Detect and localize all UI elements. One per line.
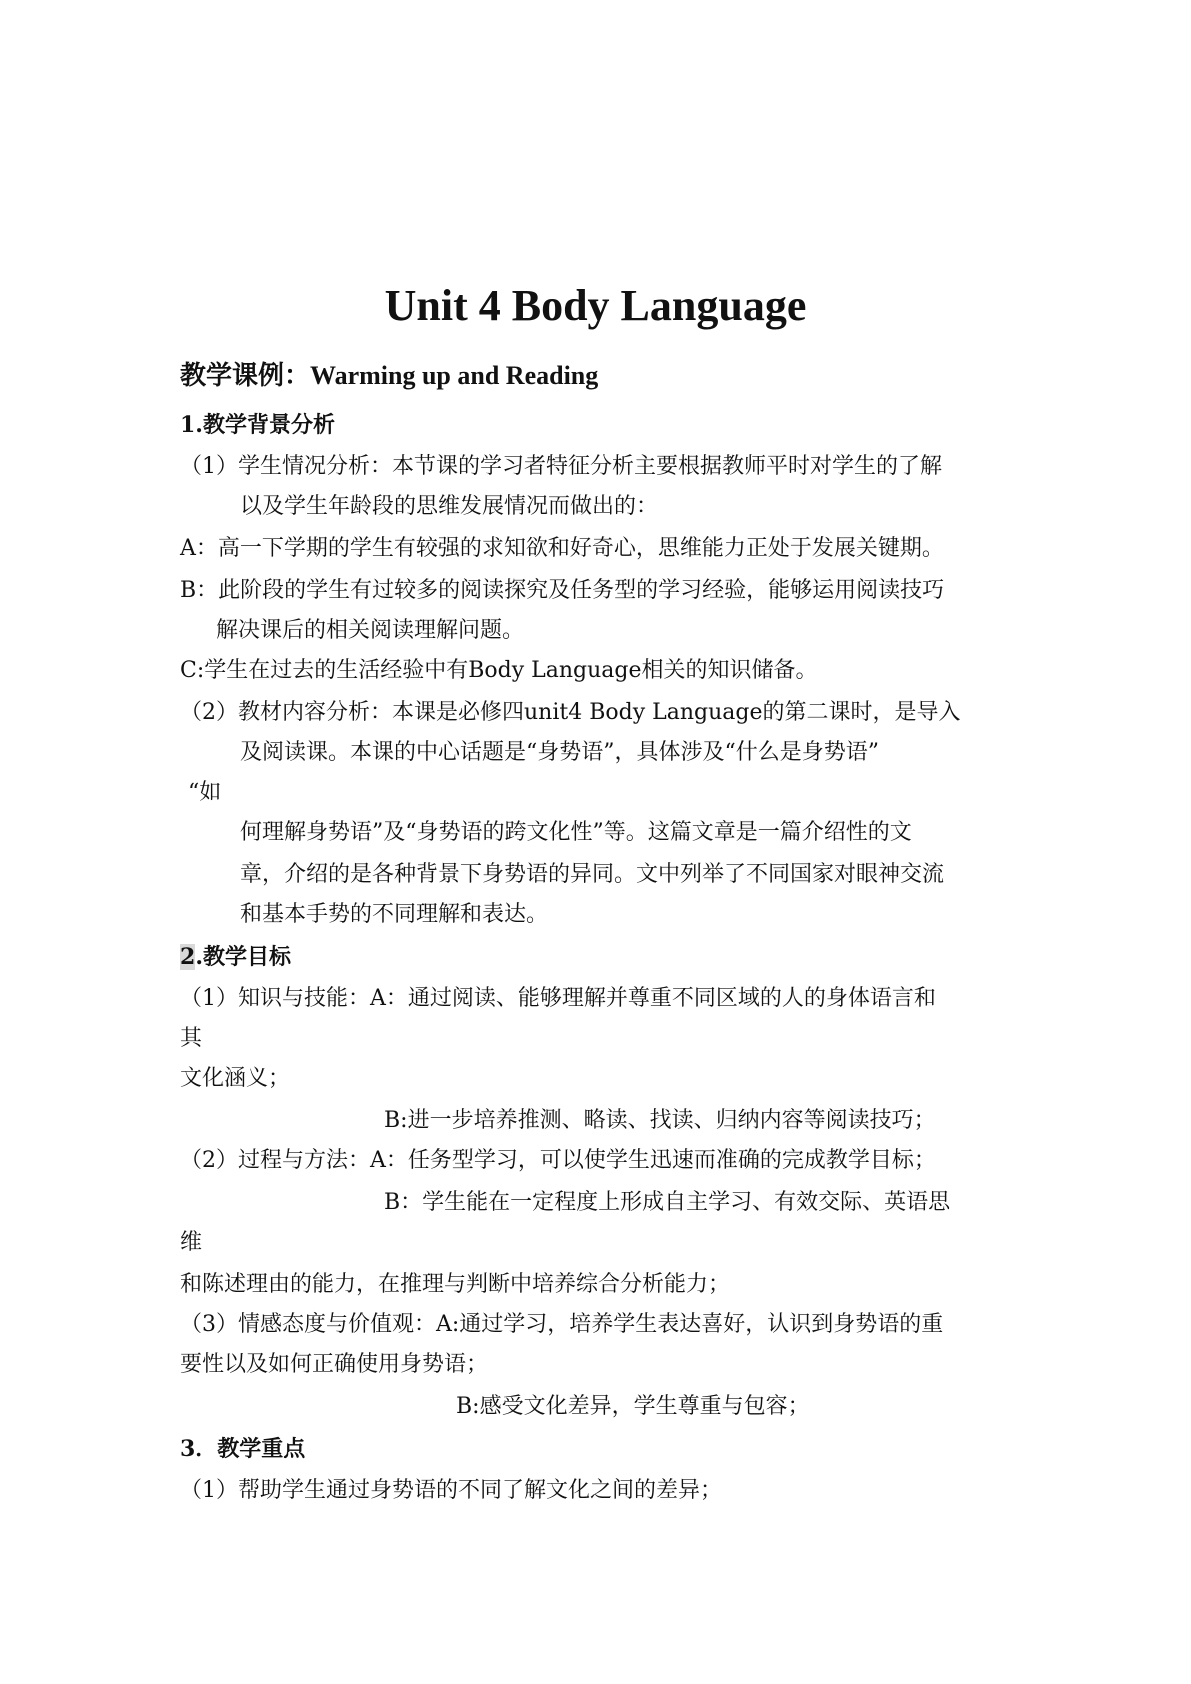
goal-emotion-line-1: （3）情感态度与价值观：A:通过学习，培养学生表达喜好，认识到身势语的重 <box>180 1312 944 1337</box>
goal-process-a: （2）过程与方法：A：任务型学习，可以使学生迅速而准确的完成教学目标； <box>180 1148 936 1173</box>
goal-knowledge-b: B:进一步培养推测、略读、找读、归纳内容等阅读技巧； <box>384 1108 936 1133</box>
section-2-heading <box>180 942 291 972</box>
section-2-number: 2 <box>180 944 196 970</box>
section-1-heading: 1.教学背景分析 <box>180 412 335 438</box>
material-analysis-line-4: 何理解身势语”及“身势语的跨文化性”等。这篇文章是一篇介绍性的文 <box>240 820 912 845</box>
material-analysis-line-3: “如 <box>188 780 222 805</box>
student-analysis-line-2: 以及学生年龄段的思维发展情况而做出的： <box>240 494 659 519</box>
goal-knowledge-line-3: 文化涵义； <box>180 1066 291 1091</box>
material-analysis-line-5: 章，介绍的是各种背景下身势语的异同。文中列举了不同国家对眼神交流 <box>240 862 945 887</box>
material-analysis-line-6: 和基本手势的不同理解和表达。 <box>240 902 549 927</box>
goal-process-b-line-1: B：学生能在一定程度上形成自主学习、有效交际、英语思 <box>384 1190 951 1215</box>
document-title: Unit 4 Body Language <box>384 281 807 330</box>
student-point-c: C:学生在过去的生活经验中有Body Language相关的知识储备。 <box>180 658 818 683</box>
student-point-b-line-1: B：此阶段的学生有过较多的阅读探究及任务型的学习经验，能够运用阅读技巧 <box>180 578 945 603</box>
student-point-b-line-2: 解决课后的相关阅读理解问题。 <box>216 618 525 643</box>
goal-process-b-line-3: 和陈述理由的能力，在推理与判断中培养综合分析能力； <box>180 1272 731 1297</box>
subtitle-text: Warming up and Reading <box>310 361 599 390</box>
section-3-heading: 3．教学重点 <box>180 1436 306 1462</box>
goal-knowledge-line-1: （1）知识与技能：A：通过阅读、能够理解并尊重不同区域的人的身体语言和 <box>180 986 936 1011</box>
subtitle-label: 教学课例： <box>180 361 311 391</box>
key-point-1: （1）帮助学生通过身势语的不同了解文化之间的差异； <box>180 1478 722 1503</box>
student-point-a: A：高一下学期的学生有较强的求知欲和好奇心，思维能力正处于发展关键期。 <box>180 536 944 561</box>
section-2-title: .教学目标 <box>195 944 291 970</box>
material-analysis-line-1: （2）教材内容分析：本课是必修四unit4 Body Language的第二课时，是导入 <box>180 700 961 725</box>
student-analysis-line-1: （1）学生情况分析：本节课的学习者特征分析主要根据教师平时对学生的了解 <box>180 454 942 479</box>
goal-emotion-b: B:感受文化差异，学生尊重与包容； <box>456 1394 810 1419</box>
goal-knowledge-line-2: 其 <box>180 1026 203 1051</box>
lesson-subtitle <box>180 358 598 394</box>
material-analysis-line-2: 及阅读课。本课的中心话题是“身势语”，具体涉及“什么是身势语” <box>240 740 879 765</box>
goal-process-b-line-2: 维 <box>180 1230 203 1255</box>
goal-emotion-line-2: 要性以及如何正确使用身势语； <box>180 1352 489 1377</box>
